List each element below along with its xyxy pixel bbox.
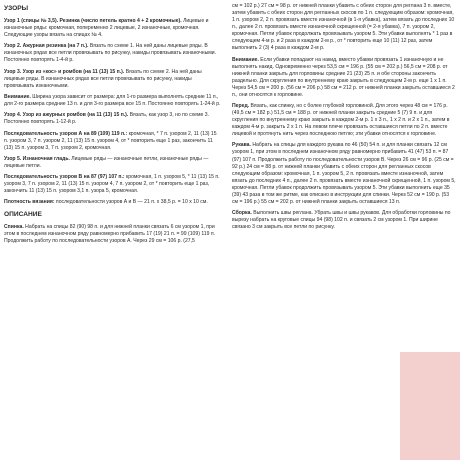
photo-corner [400, 352, 460, 460]
section-heading-patterns: УЗОРЫ [4, 5, 29, 12]
pattern-1-paragraph [4, 18, 222, 39]
pattern-4-paragraph [4, 112, 222, 126]
sleeves-paragraph [232, 142, 456, 205]
pattern-5-title: Узор 5. Изнаночная гладь. [4, 155, 70, 162]
sequence-a-paragraph [4, 131, 222, 152]
section-heading-description: ОПИСАНИЕ [4, 210, 42, 218]
density-text: последовательности узоров А и В — 21 п. х 38,5 р. = 10 х 10 см. [54, 199, 208, 206]
assembly-text: Выполнить швы реглана. Убрать швы и швы рукавов. Для обработки горловины по вырезу набрать на круговые спицы 94 (98) 102 п. и связать 2 см узором 1. При ширине связано 3 см закрыть все петли по рисунку. [232, 210, 451, 231]
attention-text: Ширина узора зависит от размера: для 1-го размера выполнять средние 11 п., для 2-го размера средние 13 п. и для 3-го размера все 15 п. Постоянно повторять 1-24-й р. [4, 93, 221, 108]
attention-title: Внимание. [4, 93, 31, 100]
attention-2-paragraph [232, 57, 456, 99]
back-title: Спинка. [4, 223, 24, 230]
pattern-2-title: Узор 2. Ажурная резинка (на 7 п.). [4, 43, 89, 50]
right-column [232, 3, 456, 235]
assembly-title: Сборка. [232, 210, 252, 217]
sequence-a-text: кромочная, * 7 п. узором 2, 11 (13) 15 п. узором 3, 7 п. узором 2, 11 (13) 15 п. узором 4, от * повторить еще 1 раз, закончить 11 (13) 15 п. узором 3, 7 п. узором 2, кромочная. [4, 130, 217, 151]
front-title: Перед. [232, 102, 250, 109]
pattern-5-text: Лицевые ряды — изнаночные петли, изнаночные ряды — лицевые петли. [4, 155, 209, 169]
attention-paragraph [4, 94, 222, 108]
sequence-a-title: Последовательность узоров А на 89 (109) 119 п.: [4, 130, 128, 137]
pattern-3-text: Вязать по схеме 2. На ней даны лицевые ряды. В изнаночных рядах все петли провязывать по рисунку, накиды провязывать изнаночными. [4, 68, 202, 89]
density-title: Плотность вязания: [4, 199, 55, 206]
pattern-1-text: Лицевые и изнаночные ряды: кромочная, попеременно 2 лицевые, 2 изнаночные, кромочная. Следующие узоры вязать на спицах № 4. [4, 18, 209, 39]
sleeves-text: Набрать на спицы для каждого рукава по 46 (50) 54 п. и для планки связать 12 см узором 1, при этом в последнем изнаночном ряду равномерно прибавить 41 (47) 53 п. = 87 (97) 107 п. Продолжить работу по последовательности узоров В. Через 26 см = 96 р. (25 см = 92 р.) 24 см = 88 р. от нижней планки убавить с обеих сторон для регланных скосов следующим образом: кромочная, 1 п. узором 5, 2 п. провязать вместе изнаночной, затем вязать до последних 4 п., далее 2 п. провязать вместе изнаночной скрещенной, 1 п. узором 5, кромочная. Петли убавок продолжить провязывать узором 5. Эти убавки выполнить еще 35 (39) 43 раза в том же ритме, как описано в инструкции для спинки. Через 52 см = 190 р. (53 см = 196 р.) 55 см = 202 р. от нижней планки закрыть оставшиеся 13 п. [232, 142, 456, 205]
sleeves-title: Рукава. [232, 142, 251, 149]
attention-2-title: Внимание. [232, 56, 259, 63]
front-text: Вязать, как спинку, но с более глубокой горловиной. Для этого через 48 см = 176 р. (49,5 см = 182 р.) 51,5 см = 188 р. от нижней планки закрыть средние 5 (7) 9 п. и для скругления по внутреннему краю закрыть в каждом 2-м р. 1 х 3 п., 1 х 2 п. и 2 х 1 п., затем в каждом 4-м р. закрыть 2 х 1 п. На левом плече провязать оставшиеся петли по 2 п. вместе лицевой и протянуть нить через последнюю петлю; эти убавки относятся к горловине. [232, 102, 450, 138]
pattern-3-paragraph [4, 69, 222, 90]
pattern-4-text: Вязать, как узор 3, но по схеме 3. Постоянно повторять 1-12-й р. [4, 112, 210, 126]
back-continued-paragraph: см = 102 р.) 27 см = 98 р. от нижней планки убавить с обеих сторон для реглана 3 п. вместе, затем убавить с обеих сторон для регланных скосов по 1 п. следующим образом: кромочная, 1 п. узором 2, 2 п. провязать вместе изнаночной (в 1-я убавка), затем вязать до последних 10 п., далее 2 п. провязать вместе изнаночной скрещенной (= 2-я убавка), 7 п. узором 2, кромочная. Петли убавок продолжать провязывать узором 5. Эти убавки выполнять * 1 раз в следующем 4-м р. и 2 раза в каждом 2-м р., от * повторить еще 10 (11) 12 раз, затем выполнить 2 (3) 4 раза в каждом 2-м р. [232, 3, 455, 52]
left-column [4, 3, 222, 249]
pattern-2-text: Вязать по схеме 1. На ней даны лицевые ряды. В изнаночных рядах все петли провязывать по рисунку, накиды провязывать изнаночными. Постоянно повторять 1-4-й р. [4, 43, 217, 64]
pattern-1-title: Узор 1 (спицы № 3,5). Резинка (число петель кратно 4 + 2 кромочные). [4, 18, 182, 24]
front-paragraph [232, 103, 456, 138]
pattern-3-title: Узор 3. Узор из «кос» и ромбов (на 11 (13) 15 п.). [4, 68, 125, 75]
sequence-b-paragraph [4, 174, 222, 195]
sequence-b-title: Последовательность узоров В на 87 (97) 107 п.: [4, 174, 125, 181]
back-text: Набрать на спицы 82 (90) 98 п. и для нижней планки связать 6 см узором 1, при этом в последнем изнаночном ряду равномерно прибавить 17 (19) 21 п. = 99 (109) 119 п. Продолжить работу по последовательности узоров А. Через 29 см = 106 р. (27,5 [4, 223, 216, 244]
assembly-paragraph [232, 210, 456, 231]
attention-2-text: Если убавки попадают на накид, вместо убавки провязать 1 изнаночную и не выполнять накид. Одновременно через 53,5 см = 196 р. (55 см = 202 р.) 56,5 см = 208 р. от нижней планки закрыть для горловины средние 21 (23) 25 п. и обе стороны закончить раздельно. Для скругления по внутреннему краю закрыть в следующем 2-м р. еще 1 х 1 п. Через 54,5 см = 200 р. (56 см = 206 р.) 58 см = 212 р. от нижней планки закрыть оставшиеся 2 п., они относятся к горловине. [232, 56, 455, 98]
density-paragraph [4, 199, 222, 206]
pattern-2-paragraph [4, 43, 222, 64]
pattern-4-title: Узор 4. Узор из ажурных ромбов (на 11 (13) 15 п.). [4, 112, 129, 119]
sequence-b-text: кромочная, 1 п. узором 5, * 11 (13) 15 п. узором 3, 7 п. узором 2, 11 (13) 15 п. узором 4, 7 п. узором 2, от * повторить еще 1 раз, закончить 11 (13) 15 п. узором 3,1 п. узора 5, кромочная. [4, 174, 220, 195]
pattern-5-paragraph [4, 156, 222, 170]
back-paragraph [4, 224, 222, 245]
